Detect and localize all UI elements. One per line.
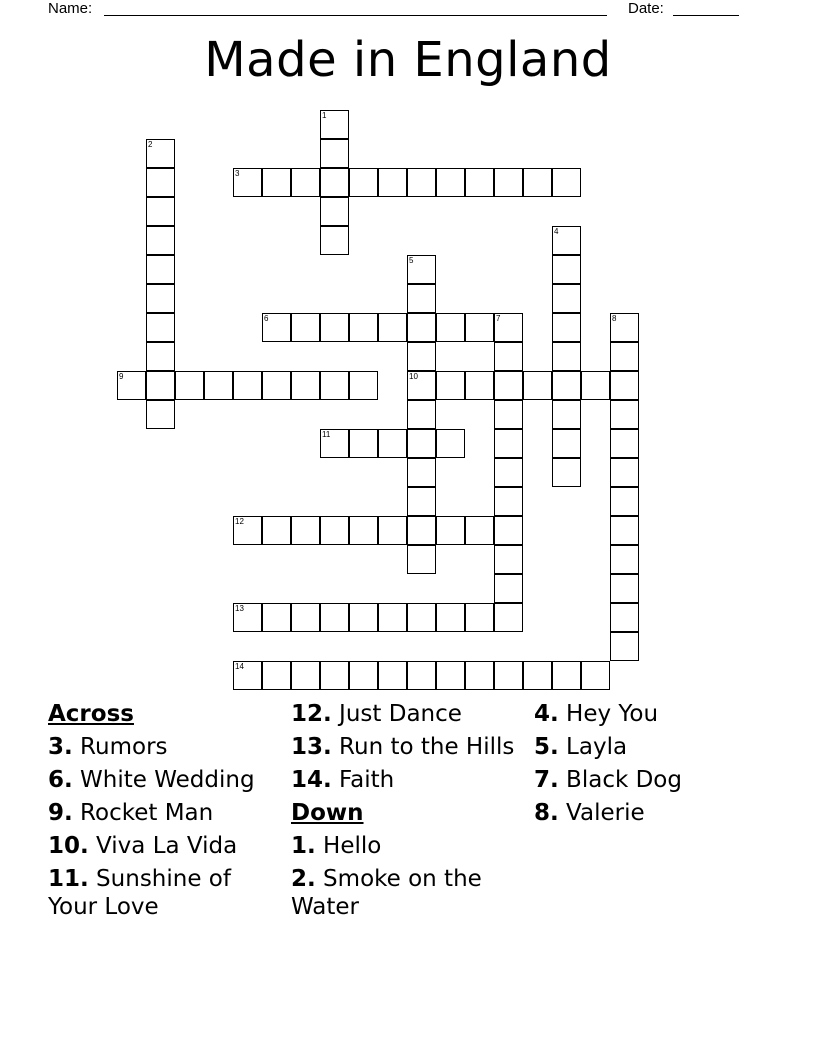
- clues-column-3: [534, 700, 764, 832]
- clue-text: Valerie: [558, 800, 645, 826]
- grid-cell[interactable]: [494, 487, 523, 516]
- grid-cell[interactable]: [320, 197, 349, 226]
- grid-cell[interactable]: [146, 168, 175, 197]
- grid-cell[interactable]: [349, 429, 378, 458]
- grid-cell[interactable]: [407, 255, 436, 284]
- grid-cell[interactable]: [146, 284, 175, 313]
- grid-cell[interactable]: [610, 603, 639, 632]
- clue-number: 1.: [291, 833, 316, 859]
- grid-cell[interactable]: [494, 429, 523, 458]
- grid-cell[interactable]: [610, 371, 639, 400]
- clue-text: Rocket Man: [72, 800, 214, 826]
- grid-cell[interactable]: [581, 661, 610, 690]
- clue-number: 6.: [48, 767, 73, 793]
- grid-cell[interactable]: [523, 168, 552, 197]
- clue-number: 5.: [534, 734, 559, 760]
- grid-cell[interactable]: [262, 516, 291, 545]
- grid-cell[interactable]: [320, 516, 349, 545]
- clue-number: 2.: [291, 866, 316, 892]
- grid-cell[interactable]: [407, 371, 436, 400]
- clue-text: White Wedding: [72, 767, 255, 793]
- grid-cell[interactable]: [436, 371, 465, 400]
- cell-number: 5: [409, 256, 414, 265]
- grid-cell[interactable]: [378, 313, 407, 342]
- grid-cell[interactable]: [146, 255, 175, 284]
- grid-cell[interactable]: [320, 168, 349, 197]
- grid-cell[interactable]: [436, 661, 465, 690]
- grid-cell[interactable]: [610, 313, 639, 342]
- grid-cell[interactable]: [552, 255, 581, 284]
- grid-cell[interactable]: [465, 371, 494, 400]
- grid-cell[interactable]: [552, 168, 581, 197]
- clue-item: [291, 865, 516, 921]
- clue-text: Just Dance: [331, 701, 462, 727]
- grid-cell[interactable]: [610, 632, 639, 661]
- grid-cell[interactable]: [349, 168, 378, 197]
- grid-cell[interactable]: [291, 603, 320, 632]
- grid-cell[interactable]: [320, 661, 349, 690]
- clue-item: [48, 766, 273, 794]
- grid-cell[interactable]: [146, 371, 175, 400]
- cell-number: 13: [235, 604, 244, 613]
- grid-cell[interactable]: [552, 284, 581, 313]
- cell-number: 8: [612, 314, 617, 323]
- grid-cell[interactable]: [523, 661, 552, 690]
- grid-cell[interactable]: [407, 545, 436, 574]
- grid-cell[interactable]: [291, 516, 320, 545]
- cell-number: 1: [322, 111, 327, 120]
- grid-cell[interactable]: [407, 342, 436, 371]
- cell-number: 14: [235, 662, 244, 671]
- clue-text: Sunshine of Your Love: [48, 866, 231, 920]
- grid-cell[interactable]: [262, 168, 291, 197]
- grid-cell[interactable]: [523, 371, 552, 400]
- grid-cell[interactable]: [146, 342, 175, 371]
- grid-cell[interactable]: [552, 400, 581, 429]
- grid-cell[interactable]: [320, 371, 349, 400]
- grid-cell[interactable]: [378, 603, 407, 632]
- grid-cell[interactable]: [117, 371, 146, 400]
- grid-cell[interactable]: [610, 458, 639, 487]
- grid-cell[interactable]: [407, 603, 436, 632]
- grid-cell[interactable]: [378, 168, 407, 197]
- clue-item: [534, 700, 764, 728]
- grid-cell[interactable]: [146, 139, 175, 168]
- clue-item: [534, 799, 764, 827]
- grid-cell[interactable]: [552, 313, 581, 342]
- clue-item: [48, 733, 273, 761]
- grid-cell[interactable]: [436, 516, 465, 545]
- grid-cell[interactable]: [494, 168, 523, 197]
- clue-item: [291, 733, 516, 761]
- grid-cell[interactable]: [494, 342, 523, 371]
- grid-cell[interactable]: [494, 400, 523, 429]
- grid-cell[interactable]: [552, 661, 581, 690]
- grid-cell[interactable]: [291, 313, 320, 342]
- grid-cell[interactable]: [436, 429, 465, 458]
- clue-text: Smoke on the Water: [291, 866, 482, 920]
- grid-cell[interactable]: [407, 168, 436, 197]
- grid-cell[interactable]: [291, 168, 320, 197]
- grid-cell[interactable]: [494, 371, 523, 400]
- grid-cell[interactable]: [233, 168, 262, 197]
- grid-cell[interactable]: [465, 168, 494, 197]
- grid-cell[interactable]: [494, 574, 523, 603]
- grid-cell[interactable]: [465, 603, 494, 632]
- grid-cell[interactable]: [146, 313, 175, 342]
- grid-cell[interactable]: [407, 284, 436, 313]
- cell-number: 9: [119, 372, 124, 381]
- grid-cell[interactable]: [407, 313, 436, 342]
- grid-cell[interactable]: [407, 458, 436, 487]
- grid-cell[interactable]: [436, 168, 465, 197]
- clue-number: 9.: [48, 800, 73, 826]
- grid-cell[interactable]: [320, 226, 349, 255]
- clue-text: Black Dog: [558, 767, 682, 793]
- clue-text: Viva La Vida: [88, 833, 238, 859]
- grid-cell[interactable]: [320, 603, 349, 632]
- grid-cell[interactable]: [349, 313, 378, 342]
- grid-cell[interactable]: [262, 371, 291, 400]
- clue-item: [291, 832, 516, 860]
- cell-number: 11: [322, 430, 331, 439]
- clue-item: [534, 733, 764, 761]
- clue-number: 4.: [534, 701, 559, 727]
- grid-cell[interactable]: [349, 603, 378, 632]
- cell-number: 3: [235, 169, 240, 178]
- grid-cell[interactable]: [610, 400, 639, 429]
- grid-cell[interactable]: [610, 545, 639, 574]
- grid-cell[interactable]: [233, 603, 262, 632]
- grid-cell[interactable]: [494, 545, 523, 574]
- clue-number: 10.: [48, 833, 89, 859]
- grid-cell[interactable]: [291, 371, 320, 400]
- grid-cell[interactable]: [378, 429, 407, 458]
- grid-cell[interactable]: [349, 371, 378, 400]
- grid-cell[interactable]: [552, 226, 581, 255]
- grid-cell[interactable]: [610, 342, 639, 371]
- grid-cell[interactable]: [494, 516, 523, 545]
- clue-number: 12.: [291, 701, 332, 727]
- grid-cell[interactable]: [494, 603, 523, 632]
- grid-cell[interactable]: [320, 139, 349, 168]
- grid-cell[interactable]: [378, 516, 407, 545]
- grid-cell[interactable]: [465, 661, 494, 690]
- grid-cell[interactable]: [407, 516, 436, 545]
- grid-cell[interactable]: [262, 313, 291, 342]
- grid-cell[interactable]: [320, 110, 349, 139]
- clue-text: Faith: [331, 767, 395, 793]
- grid-cell[interactable]: [610, 429, 639, 458]
- cell-number: 2: [148, 140, 153, 149]
- clue-text: Run to the Hills: [331, 734, 515, 760]
- across-heading: Across: [48, 701, 134, 727]
- grid-cell[interactable]: [291, 661, 320, 690]
- grid-cell[interactable]: [610, 516, 639, 545]
- cell-number: 6: [264, 314, 269, 323]
- clue-number: 13.: [291, 734, 332, 760]
- clue-item: [48, 832, 273, 860]
- clue-text: Rumors: [72, 734, 168, 760]
- clue-item: [291, 700, 516, 728]
- cell-number: 7: [496, 314, 501, 323]
- clue-item: [291, 766, 516, 794]
- grid-cell[interactable]: [465, 313, 494, 342]
- grid-cell[interactable]: [349, 661, 378, 690]
- grid-cell[interactable]: [320, 313, 349, 342]
- grid-cell[interactable]: [407, 487, 436, 516]
- grid-cell[interactable]: [349, 516, 378, 545]
- grid-cell[interactable]: [494, 661, 523, 690]
- clues-column-1: [48, 700, 273, 926]
- down-heading: Down: [291, 800, 364, 826]
- grid-cell[interactable]: [146, 226, 175, 255]
- grid-cell[interactable]: [407, 661, 436, 690]
- clue-number: 11.: [48, 866, 89, 892]
- cell-number: 10: [409, 372, 418, 381]
- clue-number: 7.: [534, 767, 559, 793]
- grid-cell[interactable]: [320, 429, 349, 458]
- grid-cell[interactable]: [233, 516, 262, 545]
- grid-cell[interactable]: [552, 342, 581, 371]
- date-label: Date:: [628, 0, 664, 17]
- grid-cell[interactable]: [146, 400, 175, 429]
- grid-cell[interactable]: [552, 371, 581, 400]
- grid-cell[interactable]: [494, 313, 523, 342]
- grid-cell[interactable]: [175, 371, 204, 400]
- grid-cell[interactable]: [262, 603, 291, 632]
- grid-cell[interactable]: [204, 371, 233, 400]
- cell-number: 12: [235, 517, 244, 526]
- grid-cell[interactable]: [610, 574, 639, 603]
- clue-text: Layla: [558, 734, 628, 760]
- grid-cell[interactable]: [610, 487, 639, 516]
- clue-number: 8.: [534, 800, 559, 826]
- grid-cell[interactable]: [233, 661, 262, 690]
- cell-number: 4: [554, 227, 559, 236]
- clue-number: 3.: [48, 734, 73, 760]
- grid-cell[interactable]: [465, 516, 494, 545]
- grid-cell[interactable]: [436, 313, 465, 342]
- grid-cell[interactable]: [494, 458, 523, 487]
- clue-item: [48, 865, 273, 921]
- grid-cell[interactable]: [552, 458, 581, 487]
- clue-item: [534, 766, 764, 794]
- grid-cell[interactable]: [407, 429, 436, 458]
- grid-cell[interactable]: [407, 400, 436, 429]
- name-label: Name:: [48, 0, 93, 17]
- grid-cell[interactable]: [378, 661, 407, 690]
- clue-text: Hey You: [558, 701, 659, 727]
- clue-item: [48, 799, 273, 827]
- grid-cell[interactable]: [233, 371, 262, 400]
- grid-cell[interactable]: [146, 197, 175, 226]
- clue-number: 14.: [291, 767, 332, 793]
- grid-cell[interactable]: [436, 603, 465, 632]
- clues-column-2: [291, 700, 516, 926]
- page-title: Made in England: [204, 32, 612, 88]
- clue-text: Hello: [315, 833, 382, 859]
- grid-cell[interactable]: [581, 371, 610, 400]
- grid-cell[interactable]: [552, 429, 581, 458]
- grid-cell[interactable]: [262, 661, 291, 690]
